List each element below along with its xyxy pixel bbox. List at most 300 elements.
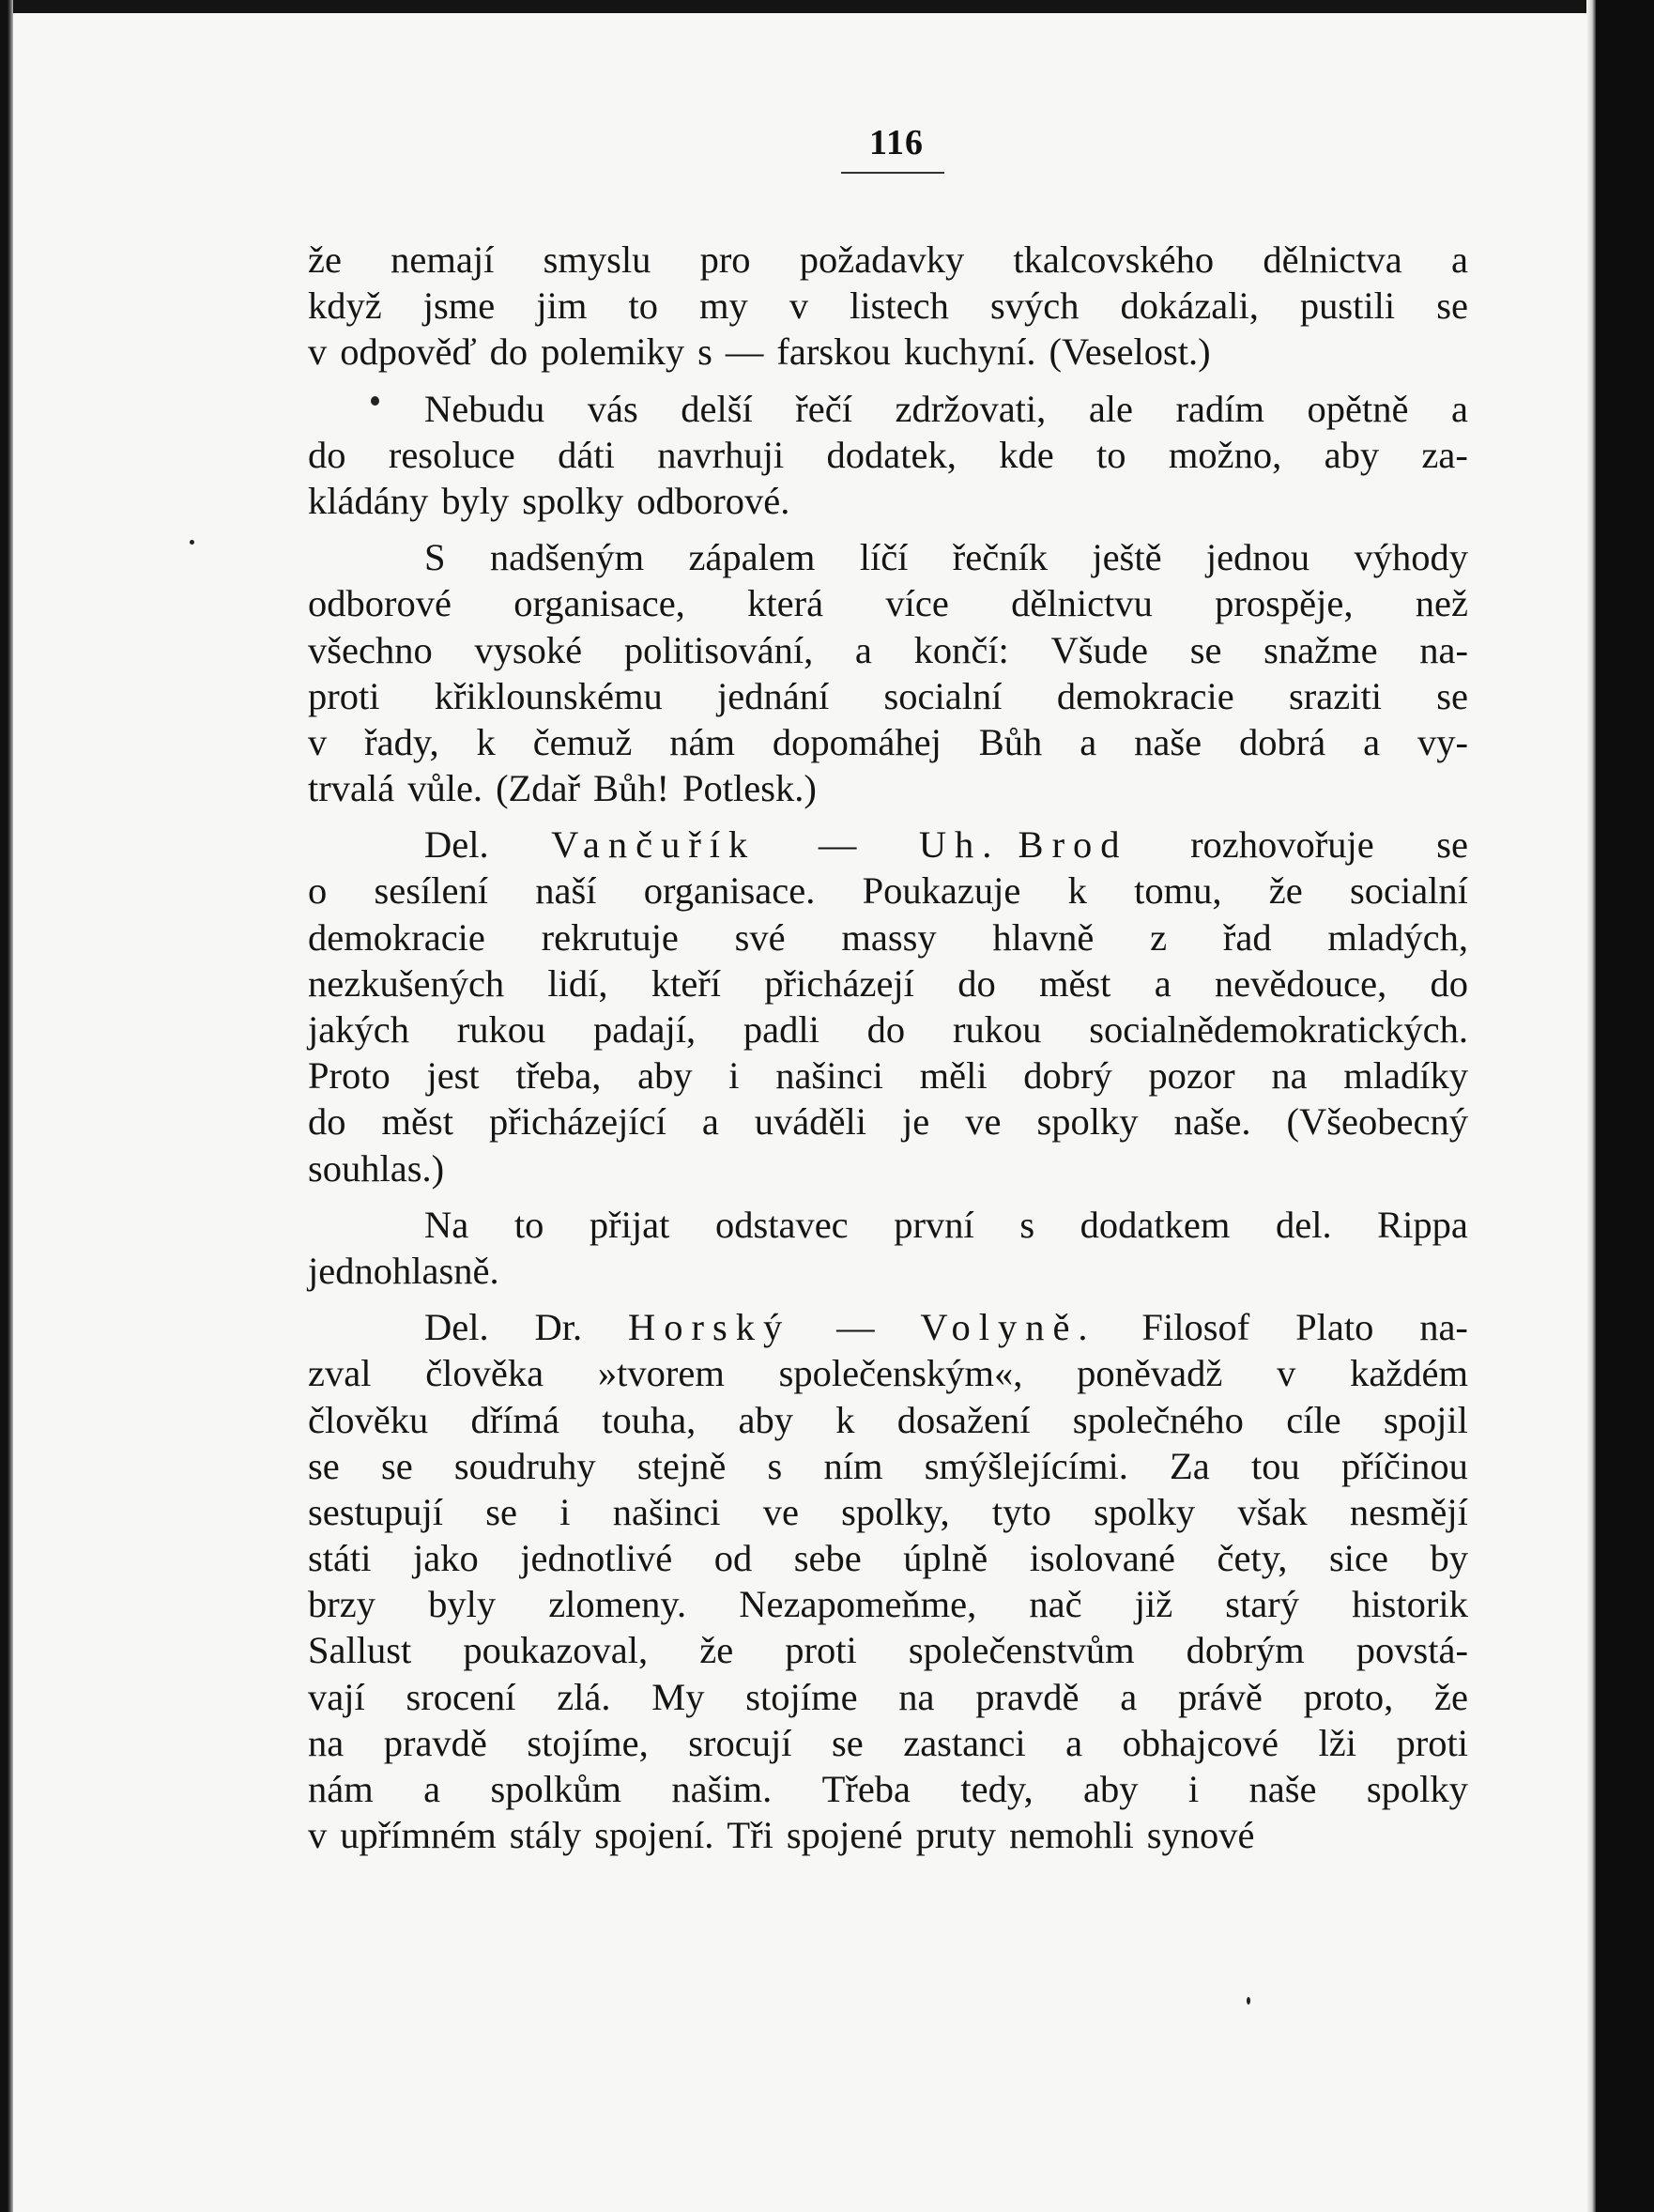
speaker-name: Horský xyxy=(627,1306,791,1349)
word: čemuž xyxy=(532,720,633,763)
word: dobrý xyxy=(1023,1054,1112,1098)
word: do xyxy=(308,1100,346,1144)
word: by xyxy=(1430,1537,1468,1580)
word: (Veselost.) xyxy=(1049,330,1211,374)
word: Nezapomeňme, xyxy=(739,1583,977,1626)
word: jsme xyxy=(422,284,496,328)
word: stojíme xyxy=(745,1675,858,1718)
text-line xyxy=(308,478,1468,524)
word: i xyxy=(728,1054,740,1098)
word: dáti xyxy=(558,433,615,476)
word: se xyxy=(831,1721,864,1764)
text-line xyxy=(308,329,1468,375)
page-number-rule xyxy=(841,172,944,174)
text-line xyxy=(308,1006,1468,1052)
word: s xyxy=(1019,1203,1035,1246)
word: aby xyxy=(738,1398,794,1441)
word: odpověď xyxy=(340,330,477,374)
word: příčinou xyxy=(1340,1444,1468,1487)
scan-border-top xyxy=(0,0,1654,13)
word: nezkušených xyxy=(308,961,505,1005)
word: jednání xyxy=(717,674,830,717)
word: zlomeny. xyxy=(548,1583,687,1626)
word: státi xyxy=(308,1537,372,1580)
word: a xyxy=(1450,238,1468,281)
word: ale xyxy=(1088,387,1134,430)
text-line xyxy=(308,1397,1468,1443)
word: dobrá xyxy=(1238,720,1326,763)
text-line xyxy=(308,1098,1468,1144)
word: (Zdař xyxy=(496,767,581,810)
word: zastanci xyxy=(903,1721,1026,1764)
word: ve xyxy=(965,1100,1002,1144)
word: Tři xyxy=(727,1814,773,1857)
word: — xyxy=(725,330,764,374)
word: pustili xyxy=(1299,284,1396,328)
word: na xyxy=(898,1675,935,1718)
word: končí: xyxy=(913,628,1009,671)
word: byly xyxy=(428,1583,497,1626)
word: dělnictvu xyxy=(1011,582,1153,625)
word: spolky xyxy=(1094,1490,1196,1533)
text-line xyxy=(308,1766,1468,1812)
word: třeba, xyxy=(515,1054,602,1098)
scan-border-right xyxy=(1596,0,1654,2212)
word: přicházející xyxy=(488,1100,666,1144)
word: stejně xyxy=(636,1444,727,1487)
speaker-place: Volyně. xyxy=(920,1306,1096,1349)
word: organisace. xyxy=(643,869,816,913)
speaker-label: Dr. xyxy=(534,1306,583,1349)
word: smyslu xyxy=(543,238,651,281)
word: cíle xyxy=(1286,1398,1341,1441)
word: jakých xyxy=(308,1008,409,1051)
word: tyto xyxy=(991,1490,1051,1533)
word: jest xyxy=(426,1054,480,1098)
word: historik xyxy=(1352,1583,1468,1626)
text-line xyxy=(308,1581,1468,1627)
word: nemohli xyxy=(1009,1814,1134,1857)
word: socialní xyxy=(883,674,1003,717)
word: tedy, xyxy=(960,1768,1034,1810)
word: dodatkem xyxy=(1080,1203,1231,1246)
word: se xyxy=(308,1444,340,1487)
word: trvalá xyxy=(308,767,395,810)
word: a xyxy=(701,1100,719,1144)
word: i xyxy=(1187,1768,1200,1810)
word: vají xyxy=(308,1675,365,1718)
word: nevědouce, xyxy=(1214,961,1387,1005)
word: a xyxy=(1080,720,1097,763)
word: jednotlivé xyxy=(520,1537,673,1580)
word: spolky, xyxy=(841,1490,950,1533)
word: spolky xyxy=(522,479,624,522)
word: Plato xyxy=(1295,1306,1374,1349)
word: se xyxy=(1436,823,1468,867)
word: sice xyxy=(1328,1537,1388,1580)
word: se xyxy=(1436,674,1468,717)
word: My xyxy=(651,1675,705,1718)
text-line xyxy=(308,719,1468,765)
text-line xyxy=(308,580,1468,626)
word: ve xyxy=(762,1490,799,1533)
word: do xyxy=(308,433,346,476)
word: čety, xyxy=(1217,1537,1288,1580)
text-line xyxy=(308,1145,1468,1191)
word: že xyxy=(1268,869,1303,913)
word: již xyxy=(1134,1583,1173,1626)
word: do xyxy=(866,1008,906,1051)
word: kde xyxy=(999,433,1054,476)
word: spojené xyxy=(786,1814,903,1857)
word: ním xyxy=(823,1444,883,1487)
text-line xyxy=(308,627,1468,673)
text-line xyxy=(308,1350,1468,1396)
text-line xyxy=(308,1627,1468,1673)
word: sesílení xyxy=(374,869,488,913)
word: dělnictva xyxy=(1263,238,1402,281)
word: padají, xyxy=(593,1008,697,1051)
word: snažme xyxy=(1263,628,1378,671)
word: spolky xyxy=(1036,1100,1139,1144)
word: dosažení xyxy=(896,1398,1031,1441)
word: a xyxy=(854,628,872,671)
text-line xyxy=(308,1202,1468,1248)
word: se xyxy=(380,1444,413,1487)
word: Rippa xyxy=(1377,1203,1468,1246)
word: resoluce xyxy=(388,433,515,476)
word: to xyxy=(628,284,658,328)
ink-speck xyxy=(1247,1997,1250,2005)
word: křiklounskému xyxy=(434,674,663,717)
word: tou xyxy=(1250,1444,1300,1487)
text-line xyxy=(308,534,1468,580)
word: našinci xyxy=(612,1490,721,1533)
word: aby xyxy=(1083,1768,1139,1810)
word: massy xyxy=(841,915,937,959)
word: všechno xyxy=(308,628,433,671)
text-line xyxy=(308,960,1468,1006)
word: proti xyxy=(1396,1721,1468,1764)
word: než xyxy=(1415,582,1468,625)
word: kládány xyxy=(308,479,429,522)
word: farskou xyxy=(776,330,891,374)
word: Bůh! xyxy=(593,767,670,810)
word: pro xyxy=(699,238,751,281)
word: spolky xyxy=(1366,1768,1468,1810)
word: k xyxy=(476,720,496,763)
dash: — xyxy=(836,1306,875,1349)
word: k xyxy=(835,1398,855,1441)
word: souhlas.) xyxy=(308,1146,445,1190)
text-line xyxy=(308,1052,1468,1098)
word: rukou xyxy=(952,1008,1042,1051)
word: v xyxy=(308,330,328,374)
word: člověka xyxy=(425,1352,544,1395)
word: naše. xyxy=(1173,1100,1251,1144)
word: z xyxy=(1150,915,1168,959)
word: »tvorem xyxy=(597,1352,725,1395)
word: smýšlejícími. xyxy=(924,1444,1128,1487)
word: do xyxy=(1430,961,1468,1005)
word: upřímném xyxy=(340,1814,497,1857)
text-line xyxy=(308,673,1468,719)
word: a xyxy=(1363,720,1381,763)
word: řady, xyxy=(364,720,439,763)
word: touha, xyxy=(602,1398,697,1441)
word: Filosof xyxy=(1141,1306,1250,1349)
word: rekrutuje xyxy=(541,915,679,959)
word: politisování, xyxy=(623,628,814,671)
word: vůle. xyxy=(407,767,483,810)
word: organisace, xyxy=(513,582,685,625)
word: starý xyxy=(1225,1583,1300,1626)
word: řečník xyxy=(952,536,1048,579)
word: však xyxy=(1237,1490,1308,1533)
word: tkalcovského xyxy=(1013,238,1215,281)
word: a xyxy=(1451,387,1468,430)
word: Proto xyxy=(308,1054,391,1098)
word: řečí xyxy=(795,387,852,430)
text-line xyxy=(308,914,1468,960)
word: se xyxy=(485,1490,517,1533)
word: zápalem xyxy=(688,536,816,579)
word: nám xyxy=(308,1768,374,1810)
word: proti xyxy=(785,1629,857,1672)
word: sraziti xyxy=(1289,674,1382,717)
word: isolované xyxy=(1029,1537,1175,1580)
word: dopomáhej xyxy=(772,720,942,763)
paragraph-gap xyxy=(308,376,1468,386)
word: je xyxy=(902,1100,930,1144)
word: dokázali, xyxy=(1120,284,1259,328)
word: navrhuji xyxy=(657,433,785,476)
word: Třeba xyxy=(821,1768,911,1810)
word: povstá- xyxy=(1355,1629,1468,1672)
word: společenstvům xyxy=(908,1629,1135,1672)
text-line xyxy=(308,1489,1468,1535)
word: v xyxy=(308,1814,328,1857)
word: se xyxy=(1436,284,1468,328)
word: Nebudu xyxy=(424,387,545,430)
word: měst xyxy=(1038,961,1111,1005)
word: člověku xyxy=(308,1398,429,1441)
word: se xyxy=(1189,628,1222,671)
word: sestupují xyxy=(308,1490,444,1533)
text-line xyxy=(308,283,1468,329)
word: to xyxy=(513,1203,544,1246)
word: od xyxy=(713,1537,753,1580)
word: a xyxy=(1120,1675,1138,1718)
word: že xyxy=(308,238,342,281)
word: do xyxy=(489,330,528,374)
word: synové xyxy=(1146,1814,1255,1857)
word: Potlesk.) xyxy=(682,767,817,810)
text-line xyxy=(308,1443,1468,1489)
word: zlá. xyxy=(557,1675,611,1718)
word: srocení xyxy=(406,1675,516,1718)
word: kteří xyxy=(651,961,722,1005)
word: i xyxy=(559,1490,571,1533)
word: dřímá xyxy=(470,1398,559,1441)
word: možno, xyxy=(1168,433,1282,476)
word: stály xyxy=(509,1814,582,1857)
word: tomu, xyxy=(1134,869,1222,913)
word: jim xyxy=(536,284,588,328)
word: lži xyxy=(1318,1721,1356,1764)
word: odborové xyxy=(308,582,452,625)
word: dobrým xyxy=(1186,1629,1305,1672)
word: že xyxy=(1434,1675,1468,1718)
word: Bůh xyxy=(978,720,1043,763)
word: rozhovořuje xyxy=(1190,823,1374,867)
word: hlavně xyxy=(992,915,1095,959)
word: nemají xyxy=(391,238,495,281)
word: o xyxy=(308,869,328,913)
scan-shadow-right xyxy=(1586,0,1596,2212)
speaker-name: Vančuřík xyxy=(551,823,757,867)
scan-border-left xyxy=(0,0,13,2212)
word: padli xyxy=(743,1008,819,1051)
word: a xyxy=(423,1768,441,1810)
word: nač xyxy=(1029,1583,1082,1626)
word: spolkům xyxy=(490,1768,621,1810)
word: svých xyxy=(989,284,1080,328)
word: měli xyxy=(919,1054,988,1098)
word: polemiky xyxy=(541,330,685,374)
word: soudruhy xyxy=(453,1444,596,1487)
word: naší xyxy=(535,869,597,913)
word: více xyxy=(885,582,949,625)
word: jednou xyxy=(1205,536,1310,579)
word: v xyxy=(789,284,809,328)
word: výhody xyxy=(1354,536,1468,579)
word: my xyxy=(699,284,748,328)
word: uváděli xyxy=(754,1100,867,1144)
speaker-label: Del. xyxy=(424,1306,489,1349)
word: jednohlasně. xyxy=(308,1249,499,1292)
text-line xyxy=(308,765,1468,811)
word: delší xyxy=(681,387,753,430)
word: rukou xyxy=(456,1008,546,1051)
text-line xyxy=(308,822,1468,868)
word: přijat xyxy=(589,1203,670,1246)
word: na- xyxy=(1419,1306,1468,1349)
word: zdržovati, xyxy=(895,387,1047,430)
word: pozor xyxy=(1148,1054,1235,1098)
text-line xyxy=(308,432,1468,478)
word: vy- xyxy=(1417,720,1468,763)
word: jako xyxy=(413,1537,479,1580)
word: s xyxy=(767,1444,783,1487)
word: aby xyxy=(1324,433,1380,476)
word: spojil xyxy=(1383,1398,1468,1441)
word: socialnědemokratických. xyxy=(1089,1008,1468,1051)
word: zval xyxy=(308,1352,372,1395)
paragraph-gap xyxy=(308,1191,1468,1202)
word: a xyxy=(1154,961,1172,1005)
word: proto, xyxy=(1303,1675,1394,1718)
word: Poukazuje xyxy=(862,869,1021,913)
word: naše xyxy=(1134,720,1202,763)
word: měst xyxy=(381,1100,453,1144)
word: to xyxy=(1096,433,1126,476)
word: přicházejí xyxy=(764,961,914,1005)
word: (Všeobecný xyxy=(1286,1100,1468,1144)
word: první xyxy=(894,1203,974,1246)
text-line xyxy=(308,386,1468,432)
word: na xyxy=(308,1721,345,1764)
word: sebe xyxy=(793,1537,862,1580)
word: s xyxy=(697,330,712,374)
word: když xyxy=(308,284,382,328)
text-line xyxy=(308,1535,1468,1581)
word: své xyxy=(734,915,786,959)
word: opětně xyxy=(1307,387,1409,430)
word: požadavky xyxy=(799,238,965,281)
word: úplně xyxy=(903,1537,988,1580)
word: ještě xyxy=(1092,536,1162,579)
speaker-place: Uh. Brod xyxy=(918,823,1128,867)
word: líčí xyxy=(859,536,909,579)
word: poukazoval, xyxy=(463,1629,649,1672)
word: společenským«, xyxy=(778,1352,1023,1395)
word: nesmějí xyxy=(1349,1490,1468,1533)
word: mladých, xyxy=(1327,915,1468,959)
word: řad xyxy=(1222,915,1272,959)
word: našinci xyxy=(775,1054,883,1098)
word: v xyxy=(308,720,328,763)
text-line xyxy=(308,1674,1468,1720)
word: demokracie xyxy=(308,915,485,959)
word: radím xyxy=(1175,387,1265,430)
word: Na xyxy=(424,1203,469,1246)
word: naše xyxy=(1248,1768,1317,1810)
word: vysoké xyxy=(474,628,583,671)
text-line xyxy=(308,1720,1468,1766)
word: pruty xyxy=(915,1814,997,1857)
word: v xyxy=(1277,1352,1296,1395)
word: mladíky xyxy=(1343,1054,1468,1098)
word: dodatek, xyxy=(826,433,957,476)
word: že xyxy=(699,1629,734,1672)
word: prospěje, xyxy=(1215,582,1354,625)
word: lidí, xyxy=(547,961,608,1005)
word: demokracie xyxy=(1056,674,1234,717)
text-line xyxy=(308,237,1468,283)
word: k xyxy=(1067,869,1087,913)
word: do xyxy=(957,961,996,1005)
word: spojení. xyxy=(594,1814,714,1857)
word: obhajcové xyxy=(1122,1721,1279,1764)
paragraph-gap xyxy=(308,524,1468,534)
word: nám xyxy=(669,720,736,763)
word: Za xyxy=(1170,1444,1210,1487)
word: proti xyxy=(308,674,380,717)
text-line xyxy=(308,1304,1468,1350)
word: kuchyní. xyxy=(903,330,1036,374)
word: vás xyxy=(587,387,638,430)
body-text xyxy=(308,237,1468,1858)
paragraph-gap xyxy=(308,1294,1468,1304)
word: našim. xyxy=(671,1768,773,1810)
word: stojíme, xyxy=(527,1721,649,1764)
word: pravdě xyxy=(975,1675,1080,1718)
word: Sallust xyxy=(308,1629,412,1672)
word: socialní xyxy=(1349,869,1468,913)
word: a xyxy=(1065,1721,1083,1764)
word: listech xyxy=(850,284,949,328)
